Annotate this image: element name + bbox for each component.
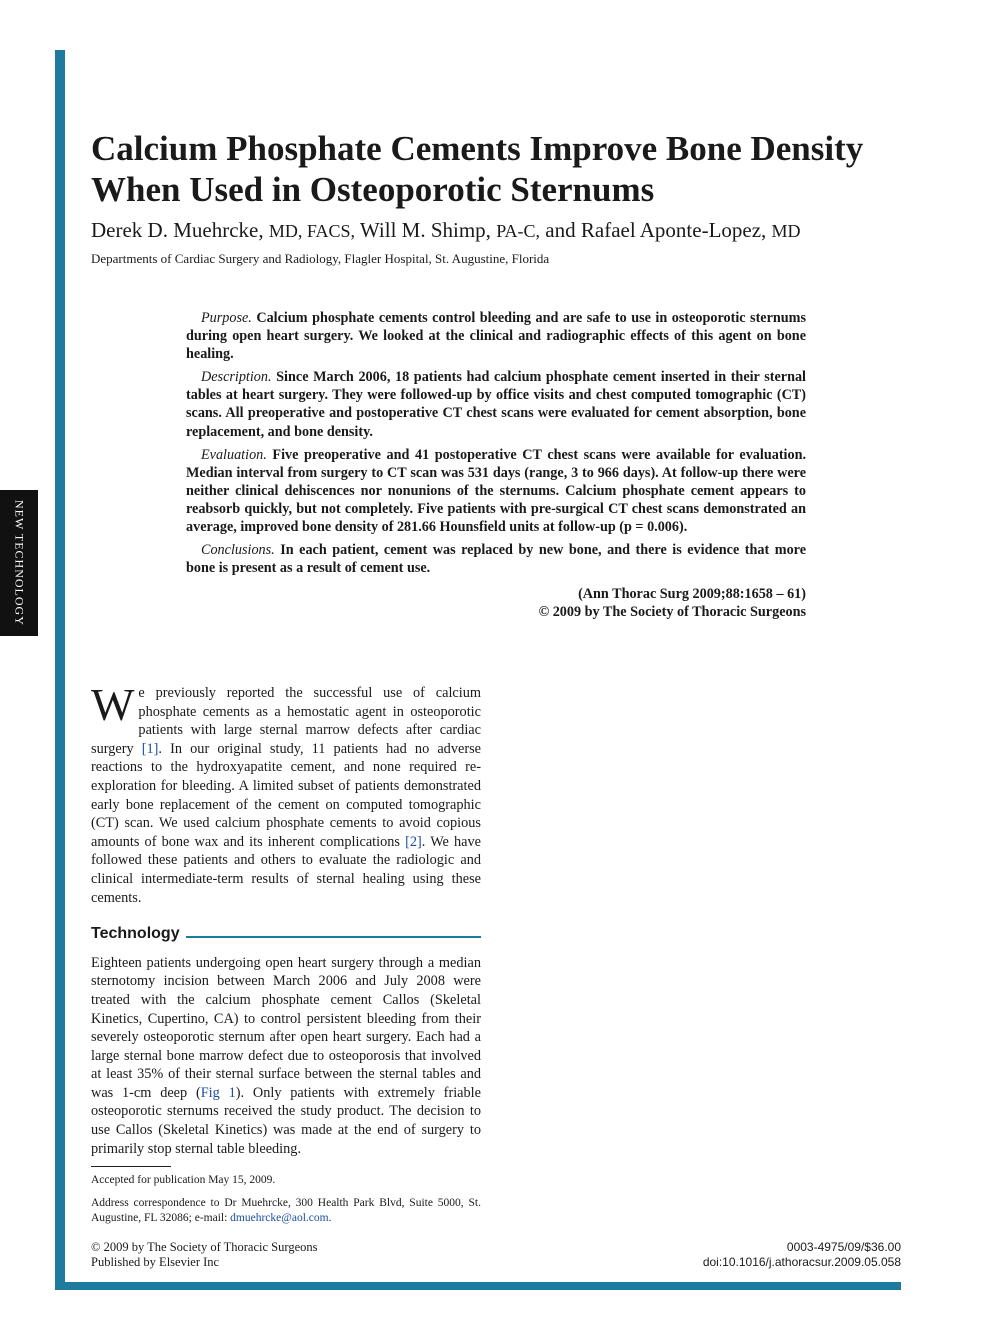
footer-copyright: © 2009 by The Society of Thoracic Surgeons — [91, 1240, 318, 1254]
text-run: . We have followed these patients and others to evaluate the radiologic and clinical intermediate-term results of sternal healing using these cements. — [91, 833, 481, 906]
footer-right — [600, 1240, 901, 1270]
abstract-text: Five preoperative and 41 postoperative CT chest scans were available for evaluation. Median interval from surgery to CT scan was 531 days (range, 3 to 966 days). At follow-up there were neither clinical dehiscences nor nonunions of the sternums. Calcium phosphate cement appears to reabsorb quickly, but not completely. Five patients with pre-surgical CT chest scans demonstrated an average, improved bone density of 281.66 Hounsfield units at follow-up (p = 0.006). — [186, 446, 807, 536]
author-degrees: MD — [771, 221, 801, 241]
abstract-label: Evaluation. — [201, 446, 267, 463]
footnote-rule — [91, 1166, 171, 1167]
footnote-address — [91, 1196, 481, 1226]
text-run: . In our original study, 11 patients had no adverse reactions to the hydroxyapatite cement, and none required re-exploration for bleeding. A limited subset of patients demonstrated early bone replacement of the cement on computed tomographic (CT) scan. We used calcium phosphate cements to avoid copious amounts of bone wax and its inherent complications — [91, 740, 481, 850]
text-run: . — [328, 1212, 332, 1224]
intro-paragraph — [91, 679, 481, 907]
abstract-text: Calcium phosphate cements control bleeding and are safe to use in osteoporotic sternums during open heart surgery. We looked at the clinical and radiographic effects of this agent on bone healing. — [186, 310, 807, 363]
abstract-copyright: © 2009 by The Society of Thoracic Surgeons — [538, 604, 806, 621]
author-name: Derek D. Muehrcke, — [91, 218, 264, 242]
figure-link[interactable]: Fig 1 — [200, 1084, 236, 1101]
footnote-accepted: Accepted for publication May 15, 2009. — [91, 1174, 276, 1186]
section-heading-technology — [91, 925, 481, 944]
author-name: and Rafael Aponte-Lopez, — [545, 218, 767, 242]
abstract — [186, 309, 806, 622]
author-degrees: PA-C, — [496, 221, 541, 241]
author-list — [91, 216, 911, 245]
bottom-accent-bar — [55, 1282, 901, 1290]
email-link[interactable]: dmuehrcke@aol.com — [230, 1212, 329, 1224]
drop-cap: W — [91, 679, 135, 730]
abstract-label: Description. — [201, 369, 272, 386]
footer-doi: doi:10.1016/j.athoracsur.2009.05.058 — [702, 1255, 901, 1269]
technology-paragraph — [91, 954, 481, 1159]
text-run: e previously reported the successful use of calcium phosphate cements as a hemostatic agent in osteoporotic patients with large sternal marrow defects after cardiac surgery — [91, 685, 481, 757]
article-title: Calcium Phosphate Cements Improve Bone Density When Used in Osteoporotic Sternums — [91, 129, 864, 209]
abstract-label: Purpose. — [201, 310, 252, 326]
reference-link[interactable]: [2] — [405, 833, 422, 850]
abstract-conclusions — [186, 541, 806, 577]
abstract-purpose — [186, 309, 806, 363]
side-tab-label: NEW TECHNOLOGY — [12, 500, 27, 626]
abstract-label: Conclusions. — [201, 542, 275, 559]
abstract-description — [186, 368, 806, 440]
section-heading-label: Technology — [91, 925, 180, 943]
text-run: Eighteen patients undergoing open heart surgery through a median sternotomy incision between March 2006 and July 2008 were treated with the calcium phosphate cement Callos (Skeletal Kinetics, Cupertino, CA) to control persistent bleeding from their severely osteoporotic sternum after open heart surgery. Each had a large sternal bone marrow defect due to osteoporosis that involved at least 35% of their sternal surface between the sternal tables and was 1-cm deep ( — [91, 954, 481, 1101]
section-side-tab — [0, 490, 38, 636]
section-rule — [186, 936, 481, 938]
footer-left — [91, 1240, 317, 1270]
author-name: Will M. Shimp, — [359, 218, 491, 242]
reference-link[interactable]: [1] — [141, 740, 159, 757]
text-run: Address correspondence to Dr Muehrcke, 300 Health Park Blvd, Suite 5000, St. Augustine, FL 32086; e-mail: — [91, 1197, 481, 1224]
left-accent-bar — [55, 50, 65, 1290]
journal-citation: (Ann Thorac Surg 2009;88:1658 – 61) — [578, 586, 806, 603]
left-column — [91, 679, 481, 1158]
text-run: ). Only patients with extremely friable osteoporotic sternums received the study product. The decision to use Callos (Skeletal Kinetics) was made at the end of surgery to primarily stop sternal table bleeding. — [91, 1084, 481, 1157]
abstract-text: In each patient, cement was replaced by new bone, and there is evidence that more bone is present as a result of cement use. — [186, 542, 806, 577]
abstract-text: Since March 2006, 18 patients had calcium phosphate cement inserted in their sternal tables at heart surgery. They were followed-up by office visits and chest computed tomographic (CT) scans. All preoperative and postoperative CT chest scans were evaluated for cement absorption, bone replacement, and bone density. — [186, 369, 806, 440]
footer-issn: 0003-4975/09/$36.00 — [786, 1240, 901, 1254]
affiliation: Departments of Cardiac Surgery and Radiology, Flagler Hospital, St. Augustine, Florida — [91, 251, 550, 266]
abstract-evaluation — [186, 446, 806, 536]
footer-publisher: Published by Elsevier Inc — [91, 1255, 220, 1269]
author-degrees: MD, FACS, — [268, 221, 356, 241]
